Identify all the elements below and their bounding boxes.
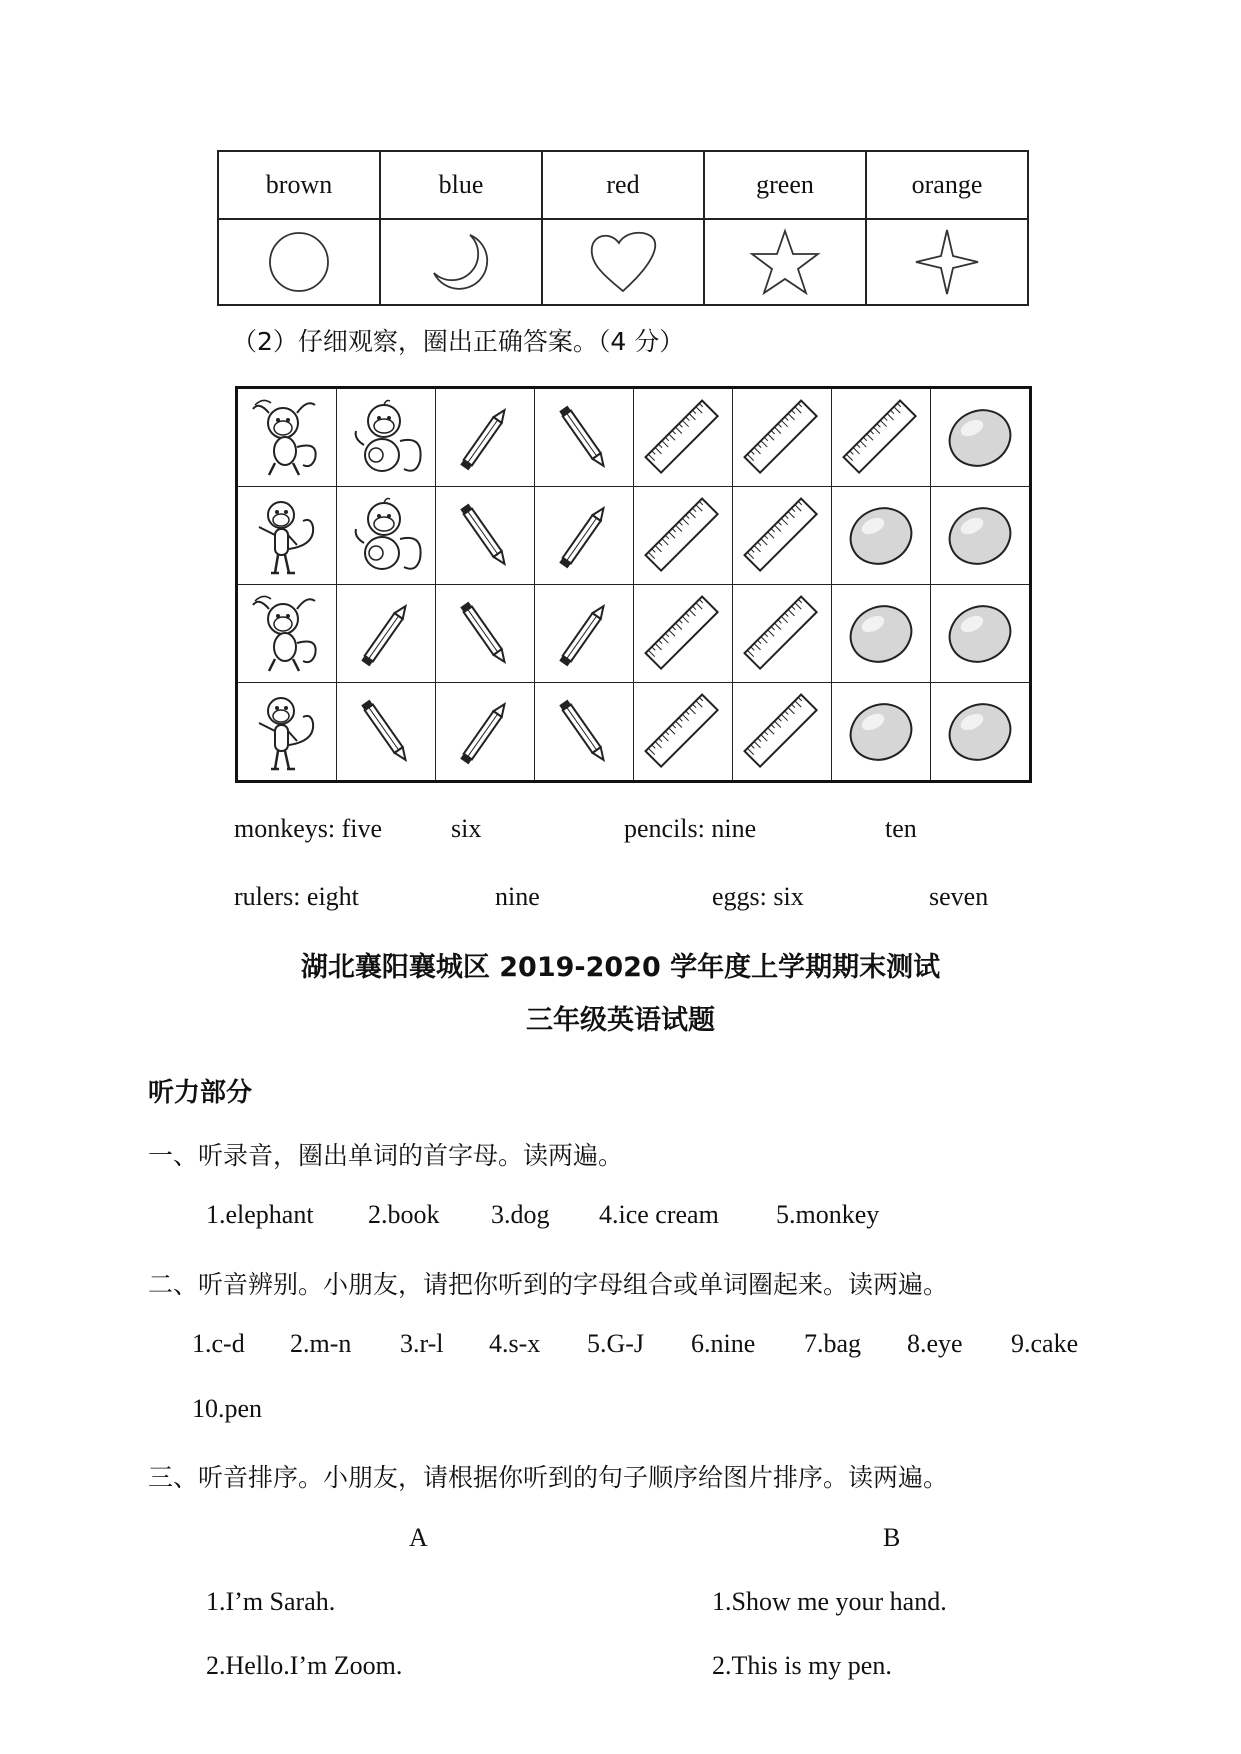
grid-row bbox=[237, 683, 1031, 782]
color-shape-table bbox=[217, 150, 1029, 306]
exam-subtitle: 三年级英语试题 bbox=[526, 1005, 715, 1036]
pencil-icon bbox=[445, 496, 525, 576]
monkey-icon bbox=[245, 395, 329, 481]
grid-cell bbox=[634, 388, 733, 487]
crescent-moon-icon bbox=[426, 227, 496, 297]
grid-cell bbox=[337, 683, 436, 782]
pencil-icon bbox=[544, 692, 624, 772]
egg-icon bbox=[940, 496, 1020, 576]
pencil-icon bbox=[346, 594, 426, 674]
grid-cell bbox=[634, 487, 733, 585]
color-name-cell bbox=[380, 151, 542, 219]
pencils-option-ten[interactable]: ten bbox=[885, 814, 917, 843]
color-name-cell bbox=[218, 151, 380, 219]
grid-cell bbox=[634, 585, 733, 683]
grid-cell bbox=[832, 487, 931, 585]
monkey-icon bbox=[344, 493, 428, 579]
part1-item[interactable]: 5.monkey bbox=[776, 1200, 880, 1229]
section-2-instruction: （2）仔细观察，圈出正确答案。（4 分） bbox=[232, 327, 685, 356]
ruler-icon bbox=[838, 395, 924, 481]
circle-icon bbox=[264, 227, 334, 297]
monkey-icon bbox=[344, 395, 428, 481]
grid-cell bbox=[535, 683, 634, 782]
ruler-icon bbox=[640, 493, 726, 579]
pencils-option-nine[interactable]: pencils: nine bbox=[624, 814, 757, 843]
part3-a-item: 2.Hello.I’m Zoom. bbox=[206, 1651, 403, 1680]
egg-icon bbox=[841, 496, 921, 576]
egg-icon bbox=[841, 594, 921, 674]
part2-instruction: 二、听音辨别。小朋友，请把你听到的字母组合或单词圈起来。读两遍。 bbox=[148, 1270, 949, 1299]
four-point-star-icon bbox=[910, 227, 984, 297]
grid-cell bbox=[832, 683, 931, 782]
shapes-row bbox=[218, 219, 1028, 305]
grid-cell bbox=[535, 585, 634, 683]
pencil-icon bbox=[346, 692, 426, 772]
pencil-icon bbox=[544, 398, 624, 478]
grid-cell bbox=[436, 487, 535, 585]
rulers-option-nine[interactable]: nine bbox=[495, 882, 540, 911]
part1-instruction: 一、听录音，圈出单词的首字母。读两遍。 bbox=[148, 1141, 624, 1170]
color-name: green bbox=[756, 170, 814, 199]
grid-cell bbox=[436, 388, 535, 487]
five-point-star-icon bbox=[748, 227, 822, 297]
grid-cell bbox=[733, 388, 832, 487]
ruler-icon bbox=[739, 591, 825, 677]
part2-item[interactable]: 3.r-l bbox=[400, 1329, 444, 1358]
part2-item[interactable]: 9.cake bbox=[1011, 1329, 1079, 1358]
color-name-cell bbox=[704, 151, 866, 219]
shape-cell bbox=[866, 219, 1028, 305]
shape-cell bbox=[218, 219, 380, 305]
grid-cell bbox=[337, 388, 436, 487]
egg-icon bbox=[940, 398, 1020, 478]
grid-cell bbox=[733, 487, 832, 585]
monkeys-option-five[interactable]: monkeys: five bbox=[234, 814, 383, 843]
color-name-cell bbox=[542, 151, 704, 219]
grid-cell bbox=[634, 683, 733, 782]
rulers-option-eight[interactable]: rulers: eight bbox=[234, 882, 359, 911]
monkey-icon bbox=[245, 689, 329, 775]
part3-a-item: 1.I’m Sarah. bbox=[206, 1587, 336, 1616]
pencil-icon bbox=[445, 692, 525, 772]
grid-cell bbox=[931, 388, 1031, 487]
grid-cell bbox=[832, 388, 931, 487]
color-name: blue bbox=[438, 170, 484, 199]
shape-cell bbox=[542, 219, 704, 305]
grid-cell bbox=[931, 683, 1031, 782]
grid-cell bbox=[535, 487, 634, 585]
color-names-row bbox=[218, 151, 1028, 219]
part3-instruction: 三、听音排序。小朋友，请根据你听到的句子顺序给图片排序。读两遍。 bbox=[148, 1463, 949, 1492]
part2-item[interactable]: 8.eye bbox=[907, 1329, 963, 1358]
part3-b-item: 2.This is my pen. bbox=[712, 1651, 892, 1680]
exam-title: 湖北襄阳襄城区 2019-2020 学年度上学期期末测试 bbox=[300, 952, 941, 983]
grid-cell bbox=[733, 683, 832, 782]
grid-row bbox=[237, 388, 1031, 487]
part1-item[interactable]: 4.ice cream bbox=[599, 1200, 719, 1229]
egg-icon bbox=[841, 692, 921, 772]
color-name-cell bbox=[866, 151, 1028, 219]
grid-cell bbox=[436, 683, 535, 782]
part3-b-item: 1.Show me your hand. bbox=[712, 1587, 947, 1616]
grid-row bbox=[237, 487, 1031, 585]
part3-column-b: B bbox=[883, 1523, 901, 1552]
part1-item[interactable]: 2.book bbox=[368, 1200, 440, 1229]
picture-counting-grid bbox=[235, 386, 1032, 783]
part2-item[interactable]: 10.pen bbox=[192, 1394, 263, 1423]
grid-cell bbox=[436, 585, 535, 683]
part2-item[interactable]: 2.m-n bbox=[290, 1329, 352, 1358]
eggs-option-seven[interactable]: seven bbox=[929, 882, 989, 911]
pencil-icon bbox=[544, 594, 624, 674]
grid-cell bbox=[535, 388, 634, 487]
heart-icon bbox=[586, 227, 660, 297]
part1-item[interactable]: 1.elephant bbox=[206, 1200, 314, 1229]
part2-item[interactable]: 4.s-x bbox=[489, 1329, 541, 1358]
ruler-icon bbox=[640, 591, 726, 677]
ruler-icon bbox=[640, 395, 726, 481]
grid-cell bbox=[237, 683, 337, 782]
grid-cell bbox=[931, 585, 1031, 683]
grid-cell bbox=[832, 585, 931, 683]
pencil-icon bbox=[544, 496, 624, 576]
grid-cell bbox=[237, 487, 337, 585]
monkey-icon bbox=[245, 591, 329, 677]
grid-cell bbox=[337, 585, 436, 683]
ruler-icon bbox=[739, 689, 825, 775]
part1-item[interactable]: 3.dog bbox=[491, 1200, 550, 1229]
egg-icon bbox=[940, 692, 1020, 772]
shape-cell bbox=[380, 219, 542, 305]
grid-cell bbox=[237, 388, 337, 487]
monkey-icon bbox=[245, 493, 329, 579]
part2-item[interactable]: 5.G-J bbox=[587, 1329, 645, 1358]
grid-cell bbox=[337, 487, 436, 585]
grid-cell bbox=[733, 585, 832, 683]
grid-cell bbox=[931, 487, 1031, 585]
egg-icon bbox=[940, 594, 1020, 674]
part2-item[interactable]: 6.nine bbox=[691, 1329, 756, 1358]
ruler-icon bbox=[739, 493, 825, 579]
pencil-icon bbox=[445, 594, 525, 674]
part2-item[interactable]: 7.bag bbox=[804, 1329, 862, 1358]
eggs-option-six[interactable]: eggs: six bbox=[712, 882, 804, 911]
color-name: orange bbox=[911, 170, 983, 199]
grid-row bbox=[237, 585, 1031, 683]
pencil-icon bbox=[445, 398, 525, 478]
ruler-icon bbox=[739, 395, 825, 481]
part3-column-a: A bbox=[409, 1523, 428, 1552]
color-name: brown bbox=[265, 170, 333, 199]
monkeys-option-six[interactable]: six bbox=[451, 814, 482, 843]
part2-item[interactable]: 1.c-d bbox=[192, 1329, 245, 1358]
ruler-icon bbox=[640, 689, 726, 775]
color-name: red bbox=[606, 170, 640, 199]
shape-cell bbox=[704, 219, 866, 305]
grid-cell bbox=[237, 585, 337, 683]
listening-section-header: 听力部分 bbox=[148, 1078, 253, 1108]
